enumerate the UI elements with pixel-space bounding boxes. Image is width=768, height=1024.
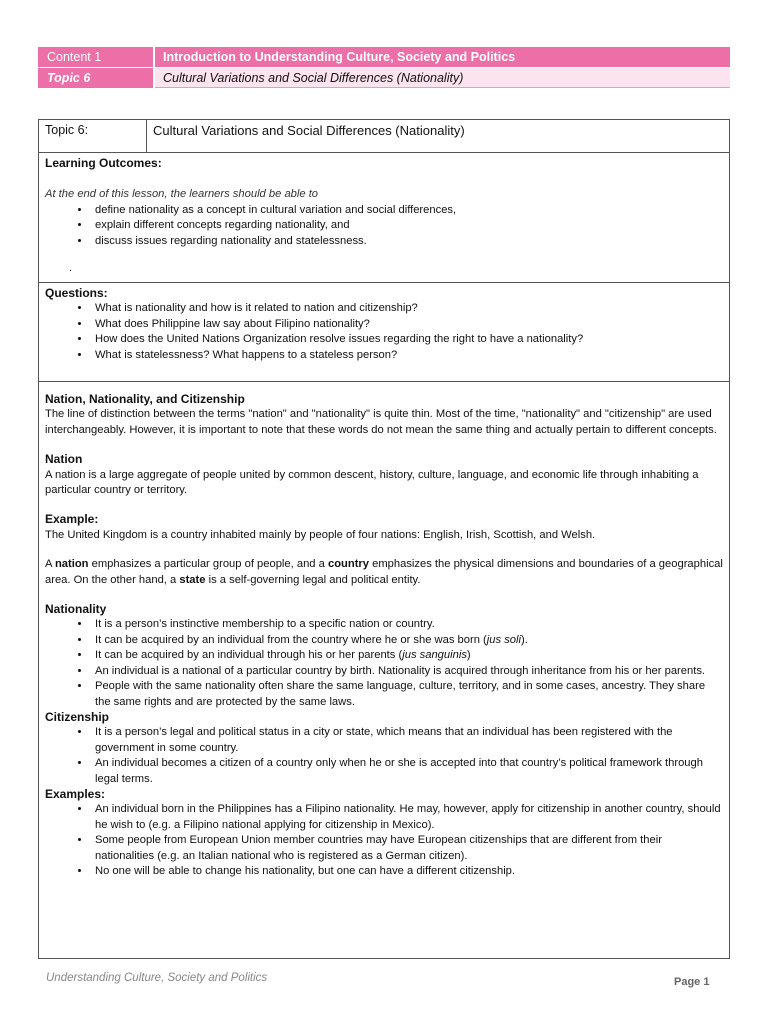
list-item: • People with the same nationality often share the same language, culture, territory, and in some cases, ancestry. They share the same rights and are protected by the same laws.: [91, 679, 723, 710]
list-item: • explain different concepts regarding nationality, and: [91, 218, 723, 233]
term-state: state: [179, 573, 206, 586]
learning-outcomes-intro: At the end of this lesson, the learners should be able to: [45, 188, 319, 201]
list-item: • It is a person’s instinctive membership to a specific nation or country.: [91, 617, 723, 632]
learning-outcomes-list: [45, 203, 723, 249]
list-item: • It can be acquired by an individual from the country where he or she was born (jus soli).: [91, 633, 723, 648]
topic-title: Cultural Variations and Social Differences (Nationality): [153, 123, 465, 138]
compare-paragraph: A nation emphasizes a particular group of people, and a country emphasizes the physical dimensions and boundaries of a geographical area. On the other hand, a state is a self-governing legal and political entity.: [45, 558, 723, 586]
list-item: • It can be acquired by an individual through his or her parents (jus sanguinis): [91, 648, 723, 663]
list-item: • An individual becomes a citizen of a country only when he or she is accepted into that country’s political framework through legal terms.: [91, 756, 723, 787]
questions-section: [39, 283, 729, 382]
content-label: Content 1: [38, 47, 155, 67]
examples-list: [45, 802, 723, 879]
nation-heading: Nation: [45, 452, 83, 467]
learning-outcomes-section: [39, 153, 729, 283]
topic-label-header: Topic 6: [38, 68, 155, 88]
header-row-topic: [38, 67, 730, 88]
document-header: [38, 47, 730, 88]
topic-row: [39, 120, 729, 153]
questions-list: [45, 301, 723, 363]
term-nation: nation: [54, 558, 89, 571]
list-item: • What is nationality and how is it related to nation and citizenship?: [91, 301, 723, 316]
topic-label: Topic 6:: [39, 120, 147, 152]
list-item: • An individual is a national of a particular country by birth. Nationality is acquired through inheritance from his or her parents.: [91, 664, 723, 679]
list-item: • What is statelessness? What happens to a stateless person?: [91, 348, 723, 363]
content-title: Introduction to Understanding Culture, Society and Politics: [155, 47, 730, 67]
nation-paragraph: A nation is a large aggregate of people united by common descent, history, culture, language, and economic life through inhabiting a particular country or territory.: [45, 468, 699, 497]
citizenship-list: [45, 725, 723, 787]
topic-title-header: Cultural Variations and Social Differences (Nationality): [155, 68, 730, 88]
nnc-heading: Nation, Nationality, and Citizenship: [45, 392, 245, 406]
content-section: [39, 382, 729, 879]
list-item: • define nationality as a concept in cultural variation and social differences,: [91, 203, 723, 218]
footer-course-title: Understanding Culture, Society and Politics: [46, 972, 268, 984]
list-item: • No one will be able to change his nationality, but one can have a different citizenship.: [91, 864, 723, 879]
list-item: • discuss issues regarding nationality and statelessness.: [91, 234, 723, 249]
nationality-list: [45, 617, 723, 709]
list-item: • What does Philippine law say about Filipino nationality?: [91, 317, 723, 332]
list-item: • How does the United Nations Organization resolve issues regarding the right to have a nationality?: [91, 332, 723, 347]
list-item: • Some people from European Union member countries may have European citizenships that are different from their nationalities (e.g. an Italian national who is registered as a German citizen).: [91, 833, 723, 864]
learning-outcomes-heading: Learning Outcomes:: [45, 156, 162, 170]
example-paragraph: The United Kingdom is a country inhabited mainly by people of four nations: English, Irish, Scottish, and Welsh.: [45, 528, 596, 541]
citizenship-heading: Citizenship: [45, 709, 110, 724]
nationality-heading: Nationality: [45, 602, 107, 617]
examples-heading: Examples:: [45, 786, 106, 801]
example-heading: Example:: [45, 512, 99, 527]
page-number: Page 1: [674, 976, 710, 988]
list-item: • An individual born in the Philippines has a Filipino nationality. He may, however, apply for citizenship in another country, should he wish to (e.g. a Filipino national applying for citizenship in Mexico).: [91, 802, 723, 833]
questions-heading: Questions:: [45, 286, 108, 300]
nnc-paragraph: The line of distinction between the terms "nation" and "nationality" is quite thin. Most of the time, "nationality" and "citizenship" are used interchangeably. However, it is important to note that these words do not mean the same thing and actually pertain to different concepts.: [45, 408, 717, 436]
list-item: • It is a person’s legal and political status in a city or state, which means that an individual has been registered with the government in some country.: [91, 725, 723, 756]
lesson-table: [38, 119, 730, 959]
term-country: country: [327, 558, 369, 571]
trailing-dot: .: [69, 262, 73, 275]
header-row-content: [38, 47, 730, 67]
